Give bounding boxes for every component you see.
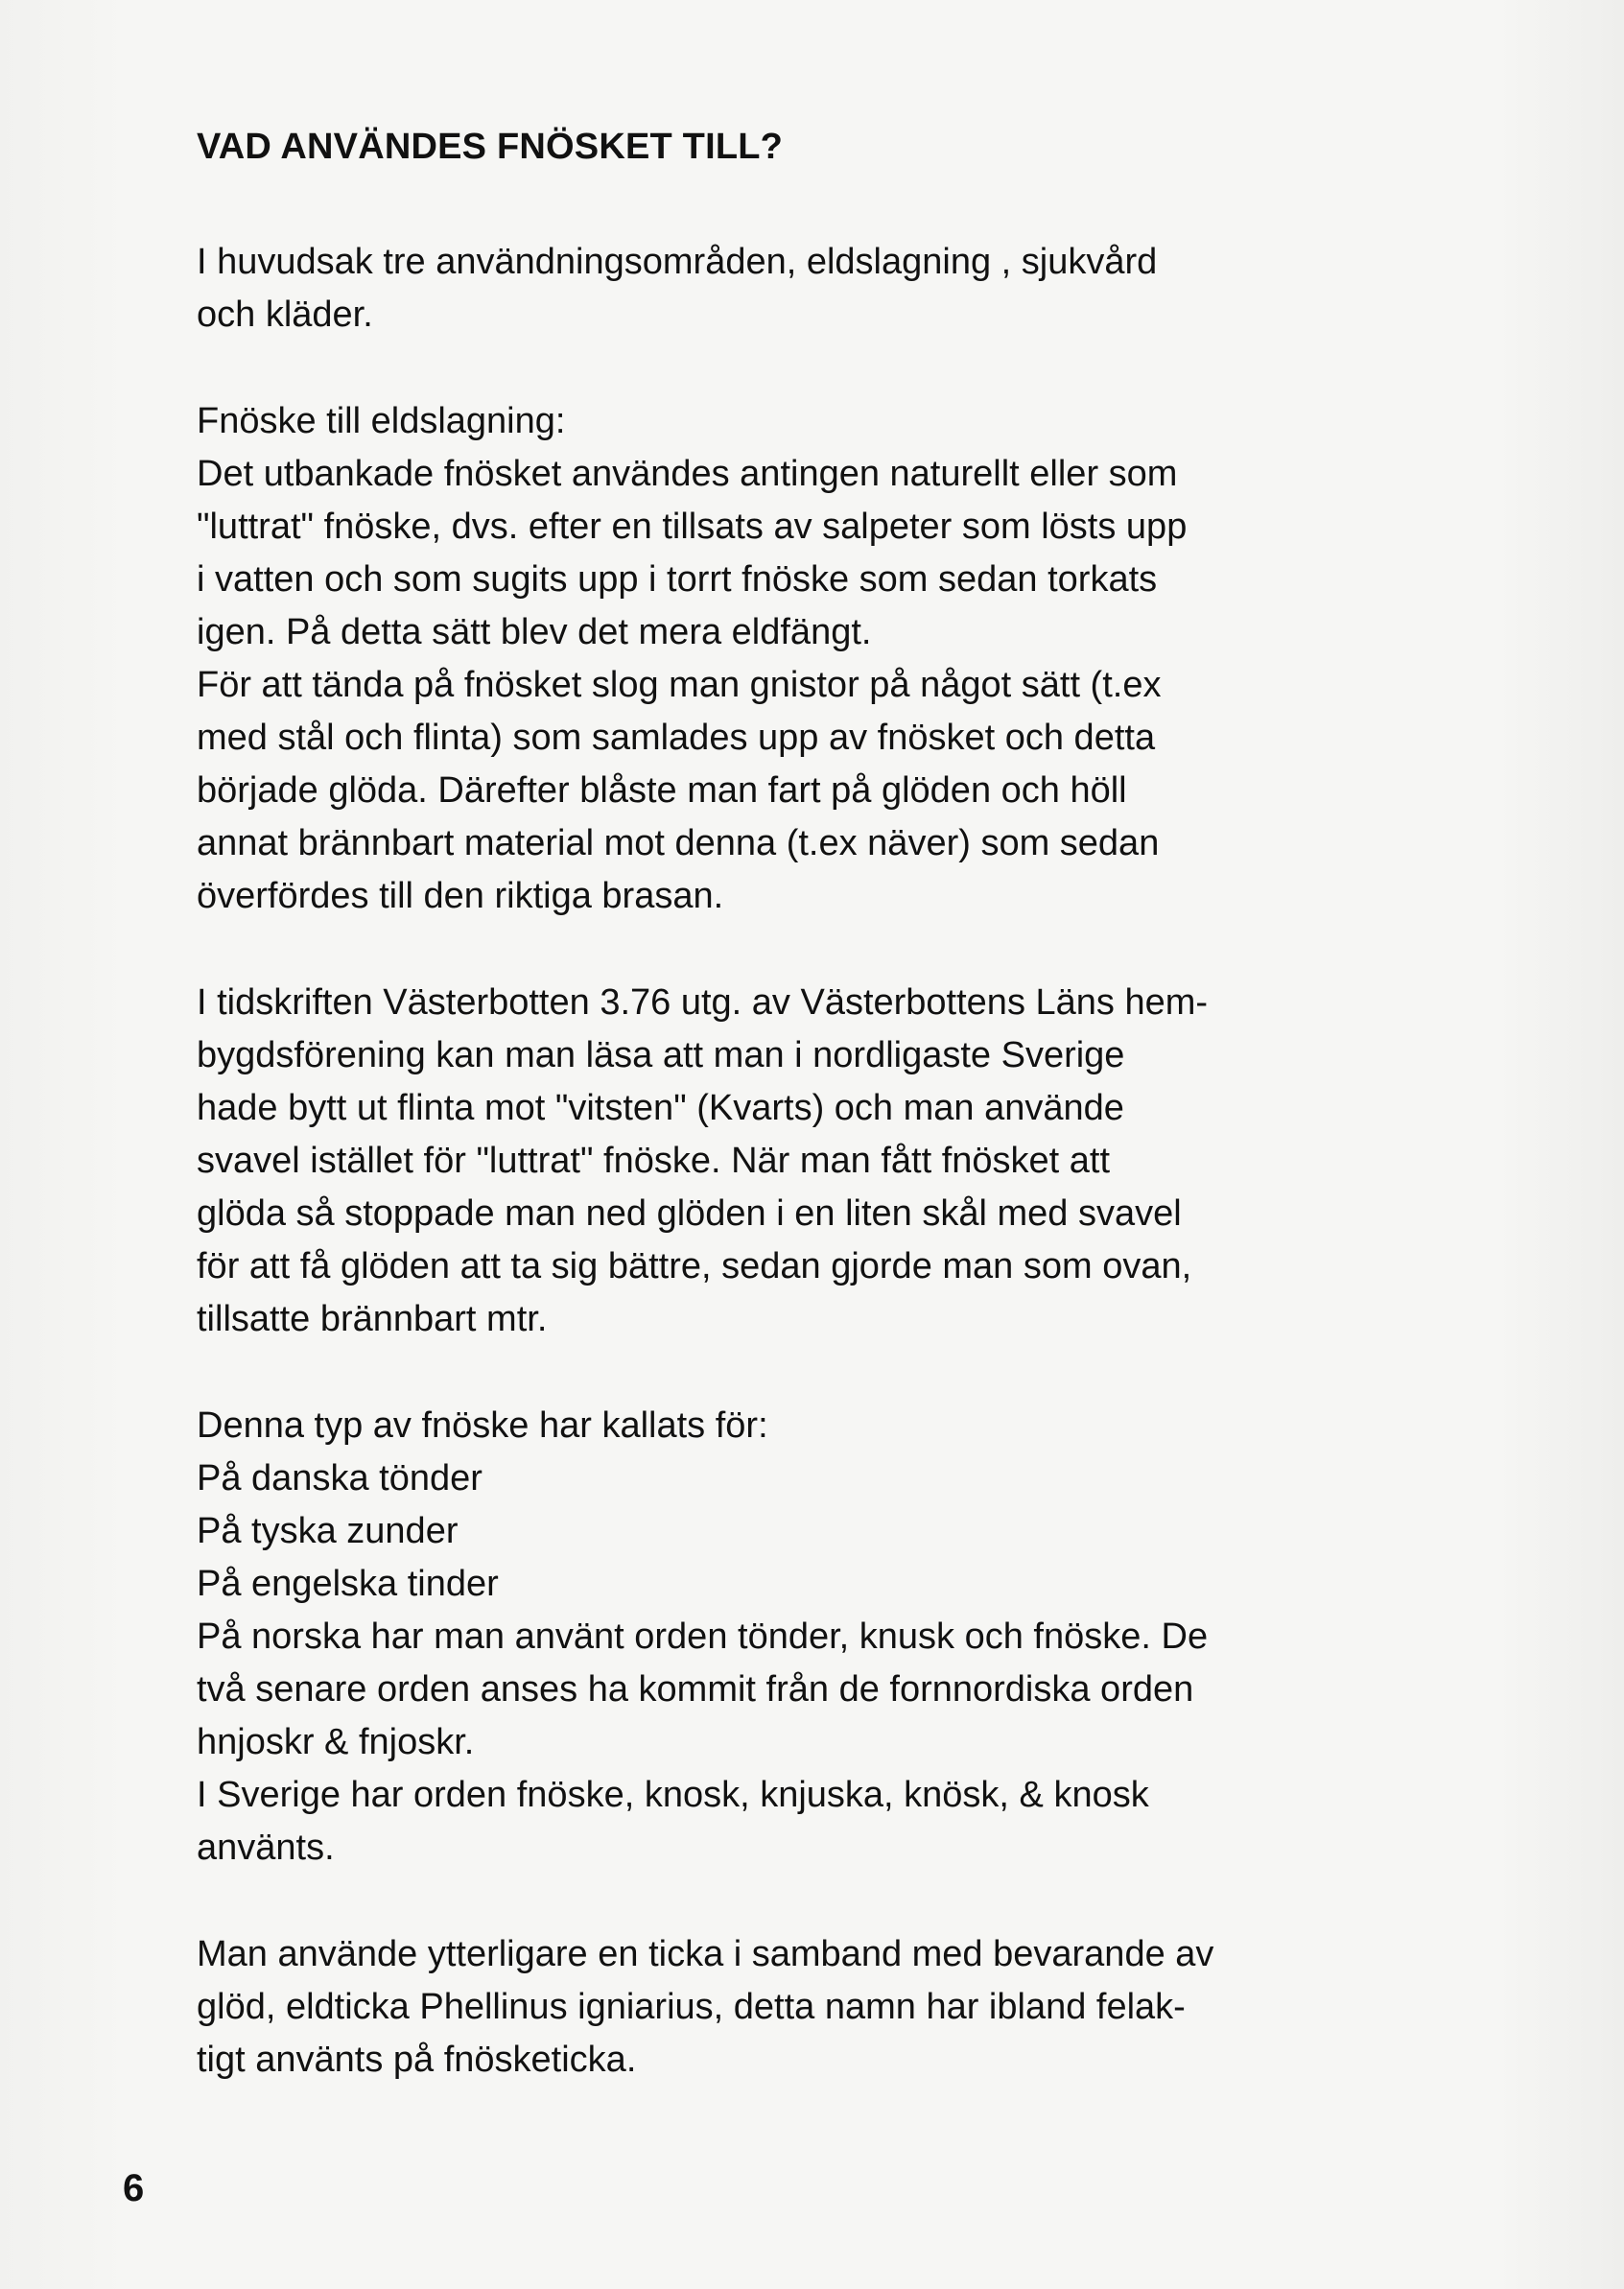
text-line: bygdsförening kan man läsa att man i nordligaste Sverige <box>197 1035 1125 1075</box>
text-line: med stål och flinta) som samlades upp av fnösket och detta <box>197 718 1156 758</box>
text-line: Man använde ytterligare en ticka i samband med bevarande av <box>197 1934 1214 1974</box>
text-line: glöda så stoppade man ned glöden i en liten skål med svavel <box>197 1193 1182 1234</box>
page-title: VAD ANVÄNDES FNÖSKET TILL? <box>197 127 784 167</box>
text-line: glöd, eldticka Phellinus igniarius, detta namn har ibland felak- <box>197 1987 1186 2027</box>
text-line: På tyska zunder <box>197 1511 459 1551</box>
text-line: i vatten och som sugits upp i torrt fnöske som sedan torkats <box>197 559 1158 600</box>
text-line: På norska har man använt orden tönder, knusk och fnöske. De <box>197 1616 1209 1657</box>
text-line: och kläder. <box>197 295 373 335</box>
paragraph-uses <box>197 236 1472 342</box>
paragraph-fire-starting <box>197 395 1472 923</box>
text-line: "luttrat" fnöske, dvs. efter en tillsats av salpeter som lösts upp <box>197 507 1188 547</box>
paragraph-vasterbotten <box>197 977 1472 1346</box>
paragraph-names <box>197 1400 1472 1875</box>
text-line: Fnöske till eldslagning: <box>197 401 566 441</box>
text-line: hnjoskr & fnjoskr. <box>197 1722 475 1762</box>
text-line: Det utbankade fnösket användes antingen naturellt eller som <box>197 454 1178 494</box>
text-line: överfördes till den riktiga brasan. <box>197 876 724 916</box>
text-line: igen. På detta sätt blev det mera eldfängt. <box>197 612 872 652</box>
text-line: började glöda. Därefter blåste man fart på glöden och höll <box>197 770 1127 811</box>
text-line: I huvudsak tre användningsområden, eldslagning , sjukvård <box>197 242 1158 282</box>
text-line: använts. <box>197 1828 335 1868</box>
page-content <box>197 113 1472 2140</box>
text-line: för att få glöden att ta sig bättre, sedan gjorde man som ovan, <box>197 1246 1192 1286</box>
text-line: två senare orden anses ha kommit från de fornnordiska orden <box>197 1669 1194 1710</box>
text-line: Denna typ av fnöske har kallats för: <box>197 1405 768 1446</box>
text-line: För att tända på fnösket slog man gnistor på något sätt (t.ex <box>197 665 1162 705</box>
text-line: svavel istället för "luttrat" fnöske. När man fått fnösket att <box>197 1141 1111 1181</box>
text-line: tigt använts på fnösketicka. <box>197 2040 637 2080</box>
text-line: I tidskriften Västerbotten 3.76 utg. av Västerbottens Läns hem- <box>197 982 1209 1023</box>
paragraph-eldticka <box>197 1928 1472 2087</box>
text-line: tillsatte brännbart mtr. <box>197 1299 548 1339</box>
text-line: På engelska tinder <box>197 1564 499 1604</box>
text-line: På danska tönder <box>197 1458 482 1498</box>
text-line: hade bytt ut flinta mot "vitsten" (Kvarts) och man använde <box>197 1088 1124 1128</box>
text-line: annat brännbart material mot denna (t.ex näver) som sedan <box>197 823 1160 863</box>
text-line: I Sverige har orden fnöske, knosk, knjuska, knösk, & knosk <box>197 1775 1149 1815</box>
page-number: 6 <box>123 2167 145 2209</box>
